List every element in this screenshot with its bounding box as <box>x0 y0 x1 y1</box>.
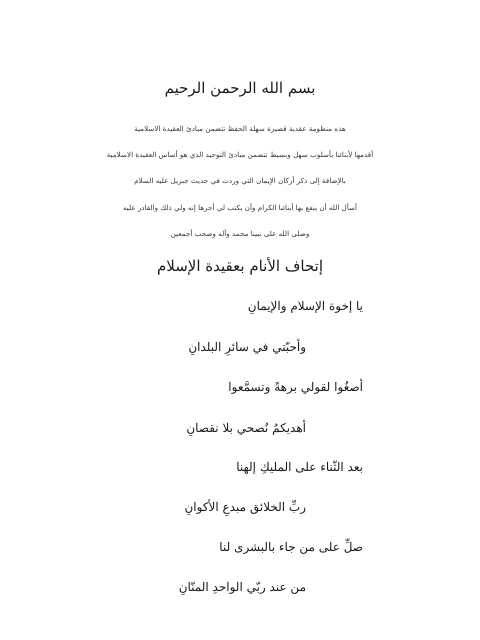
intro-line: هذه منظومة عقدية قصيرة سهلة الحفظ تتضمن مبادئ العقيدة الاسلامية <box>134 124 346 133</box>
verse-line: صلِّ على من جاء بالبشرى لنا <box>219 540 363 554</box>
intro-line: وصلى الله على نبينا محمد وآله وصحب أجمعين <box>170 229 310 238</box>
verse-line: أهديكمُ نُصحي بلا نقصانِ <box>186 421 306 435</box>
verse-line: ربِّ الخلائق مبدعِ الأكوانِ <box>184 500 306 514</box>
intro-line: أسأل الله أن ينفع بها أبنائنا الكرام وأن يكتب لي أجرها إنه ولي ذلك والقادر عليه <box>122 203 358 212</box>
verse-line: يا إخوة الإسلام والإيمانِ <box>247 299 363 313</box>
intro-line: أقدمها لأبنائنا بأسلوب سهل وبسيط تتضمن مبادئ التوحيد الذي هو أساس العقيدة الاسلامية <box>106 150 374 159</box>
intro-line: بالإضافة إلى ذكر أركان الإيمان التي وردت في حديث جبريل عليه السلام <box>134 176 346 185</box>
verse-line: بعد الثّناء على المليكِ إلهنا <box>236 460 363 474</box>
poem-title: إتحاف الأنام بعقيدة الإسلام <box>157 257 323 275</box>
basmala-heading: بسم الله الرحمن الرحيم <box>164 79 316 97</box>
verse-line: أصغُوا لقولي برهةً وتسمَّعوا <box>228 380 363 394</box>
verse-line: من عند ربّي الواحدِ المنّانِ <box>178 580 306 594</box>
verse-line: وأحبّتي في سائرِ البلدانِ <box>188 340 306 354</box>
